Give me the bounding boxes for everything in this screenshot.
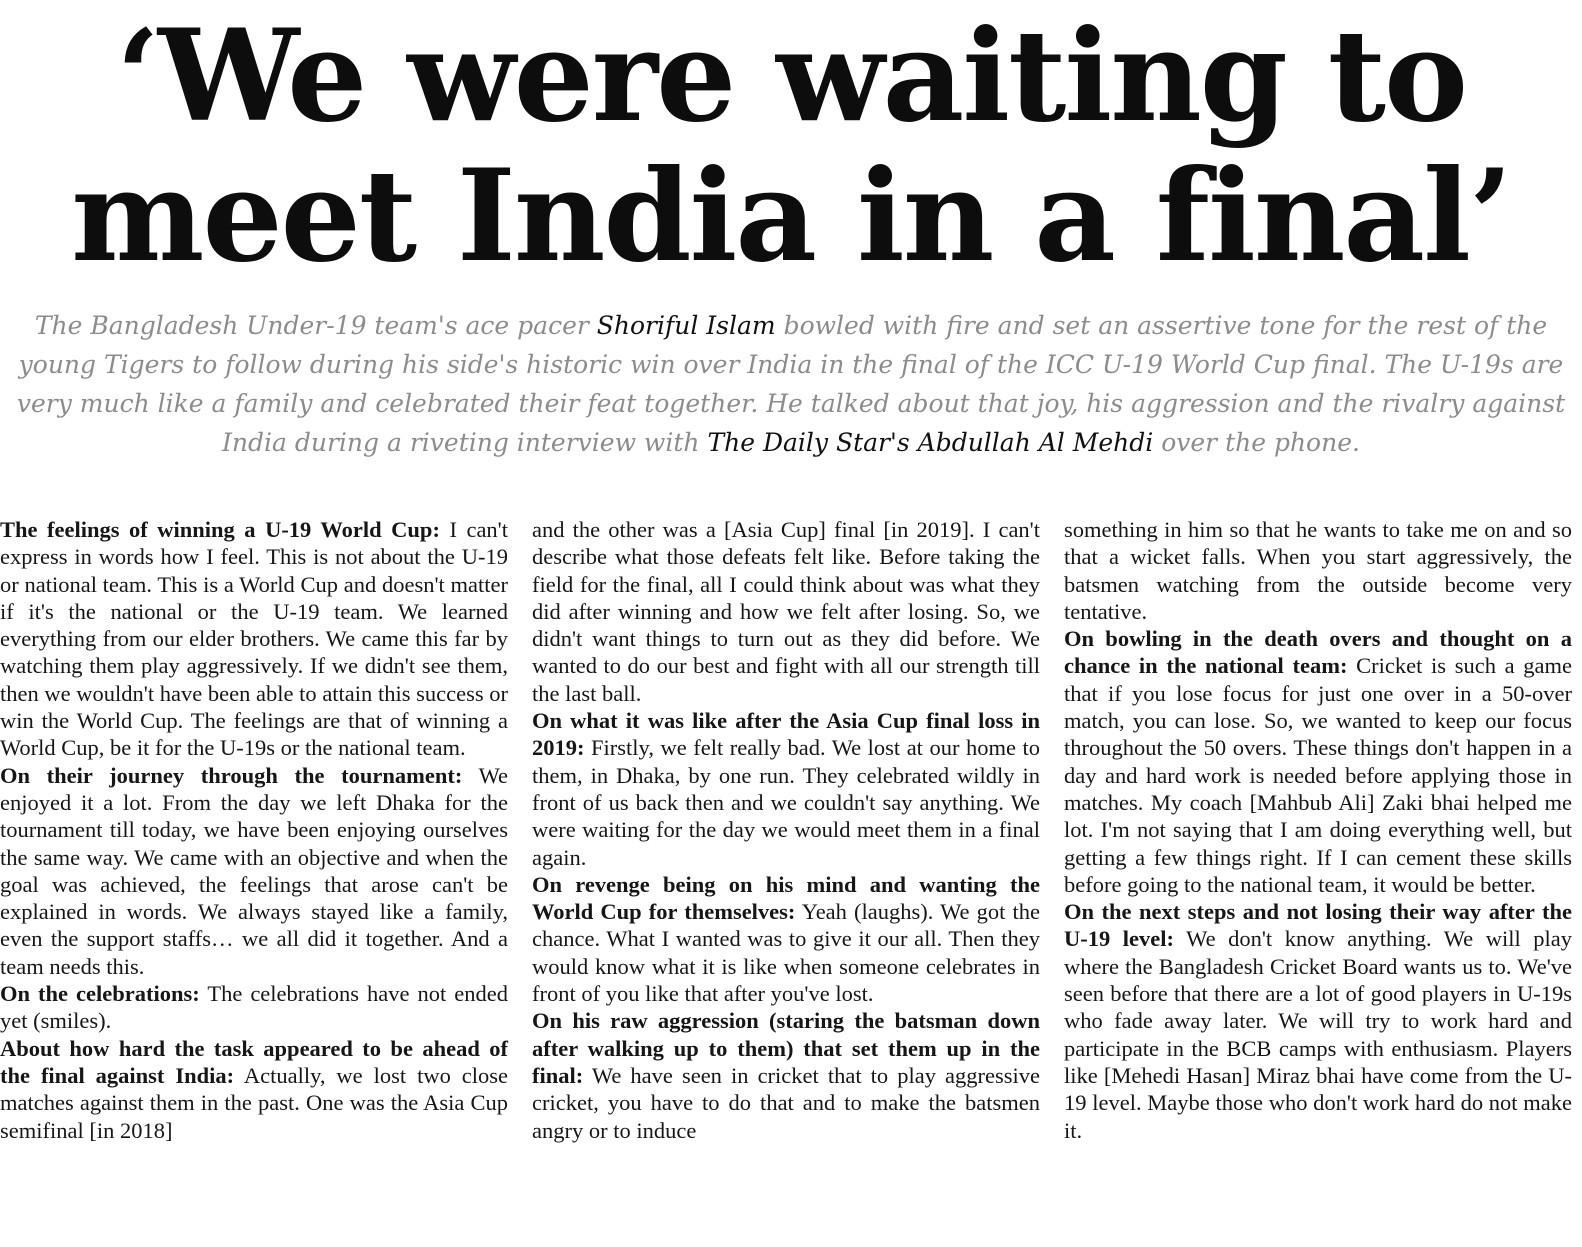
standfirst-text-1: The Bangladesh Under-19 team's ace pacer bbox=[34, 311, 597, 340]
question-label: On their journey through the tournament: bbox=[0, 762, 463, 788]
answer-text: Firstly, we felt really bad. We lost at our home to them, in Dhaka, by one run. They celebrated wildly in front of us back then and we couldn't say anything. We were waiting for the day we would meet them in a final again. bbox=[532, 735, 1040, 870]
answer-text: The celebrations have not ended yet (smiles). bbox=[0, 981, 508, 1034]
column-3 bbox=[1064, 516, 1572, 1144]
standfirst-player-name: Shoriful Islam bbox=[596, 311, 776, 340]
qa-paragraph bbox=[1064, 625, 1572, 898]
answer-text: and the other was a [Asia Cup] final [in 2019]. I can't describe what those defeats felt like. Before taking the field for the final, all I could think about was what they did after winning and how we felt after losing. So, we didn't want things to turn out as they did before. We wanted to do our best and fight with all our strength till the last ball. bbox=[532, 517, 1040, 706]
answer-text: We have seen in cricket that to play aggressive cricket, you have to do that and to make the batsmen angry or to induce bbox=[532, 1062, 1040, 1143]
answer-text: Actually, we lost two close matches against them in the past. One was the Asia Cup semifinal [in 2018] bbox=[0, 1062, 508, 1143]
question-label: On the next steps and not losing their way after the U-19 level: bbox=[1064, 899, 1572, 952]
answer-text: We enjoyed it a lot. From the day we left Dhaka for the tournament till today, we have been enjoying ourselves the same way. We came with an objective and when the goal was achieved, the feelings that arose can't be explained in words. We always stayed like a family, even the support staffs… we all did it together. And a team needs this. bbox=[0, 762, 509, 979]
qa-paragraph bbox=[532, 707, 1040, 871]
qa-paragraph bbox=[0, 980, 508, 1035]
question-label: On the celebrations: bbox=[0, 981, 200, 1007]
qa-paragraph bbox=[532, 871, 1040, 1007]
answer-text: something in him so that he wants to take me on and so that a wicket falls. When you start aggressively, the batsmen watching from the outside become very tentative. bbox=[1064, 517, 1572, 624]
qa-paragraph bbox=[0, 516, 508, 762]
standfirst-reporter-credit: The Daily Star's Abdullah Al Mehdi bbox=[707, 428, 1154, 457]
standfirst bbox=[8, 306, 1574, 462]
qa-paragraph bbox=[1064, 898, 1572, 1144]
qa-paragraph bbox=[0, 1035, 508, 1144]
answer-text: I can't express in words how I feel. This is not about the U-19 or national team. This is a World Cup and doesn't matter if it's the national or the U-19 team. We learned everything from our elder brothers. We came this far by watching them play aggressively. If we didn't see them, then we wouldn't have been able to attain this success or win the World Cup. The feelings are that of winning a World Cup, be it for the U-19s or the national team. bbox=[0, 517, 508, 761]
answer-text: Yeah (laughs). We got the chance. What I wanted was to give it our all. Then they would know what it is like when someone celebrates in front of you like that after you've lost. bbox=[532, 899, 1040, 1007]
continued-paragraph bbox=[1064, 516, 1572, 625]
answer-text: Cricket is such a game that if you lose focus for just one over in a 50-over match, you can lose. So, we wanted to keep our focus throughout the 50 overs. These things don't happen in a day and hard work is needed before applying those in matches. My coach [Mahbub Ali] Zaki bhai helped me lot. I'm not saying that I am doing everything well, but getting a few things right. If I can cement these skills before going to the national team, it would be better. bbox=[1064, 653, 1573, 897]
question-label: On what it was like after the Asia Cup final loss in 2019: bbox=[532, 708, 1040, 761]
question-label: The feelings of winning a U-19 World Cup: bbox=[0, 517, 440, 542]
column-1 bbox=[0, 516, 508, 1144]
article-body bbox=[0, 516, 1582, 1244]
qa-paragraph bbox=[0, 762, 508, 980]
question-label: On revenge being on his mind and wanting the World Cup for themselves: bbox=[532, 871, 1040, 925]
standfirst-text-3: over the phone. bbox=[1153, 428, 1360, 457]
headline: ‘We were waiting to meet India in a final’ bbox=[71, 2, 1511, 290]
standfirst-text-2: bowled with fire and set an assertive tone for the rest of the young Tigers to follow during his side's historic win over India in the final of the ICC U-19 World Cup final. The U-19s are very much like a family and celebrated their feat together. He talked about that joy, his aggression and the rivalry against India during a riveting interview with bbox=[16, 311, 1566, 457]
column-2 bbox=[532, 516, 1040, 1144]
question-label: About how hard the task appeared to be ahead of the final against India: bbox=[0, 1035, 508, 1088]
answer-text: We don't know anything. We will play where the Bangladesh Cricket Board wants us to. We've seen before that there are a lot of good players in U-19s who fade away later. We will try to work hard and participate in the BCB camps with enthusiasm. Players like [Mehedi Hasan] Miraz bhai have come from the U-19 level. Maybe those who don't work hard do not make it. bbox=[1064, 926, 1572, 1143]
qa-paragraph bbox=[532, 1007, 1040, 1143]
question-label: On bowling in the death overs and thought on a chance in the national team: bbox=[1064, 626, 1572, 679]
continued-paragraph bbox=[532, 516, 1040, 707]
question-label: On his raw aggression (staring the batsman down after walking up to them) that set them up in the final: bbox=[532, 1008, 1040, 1088]
